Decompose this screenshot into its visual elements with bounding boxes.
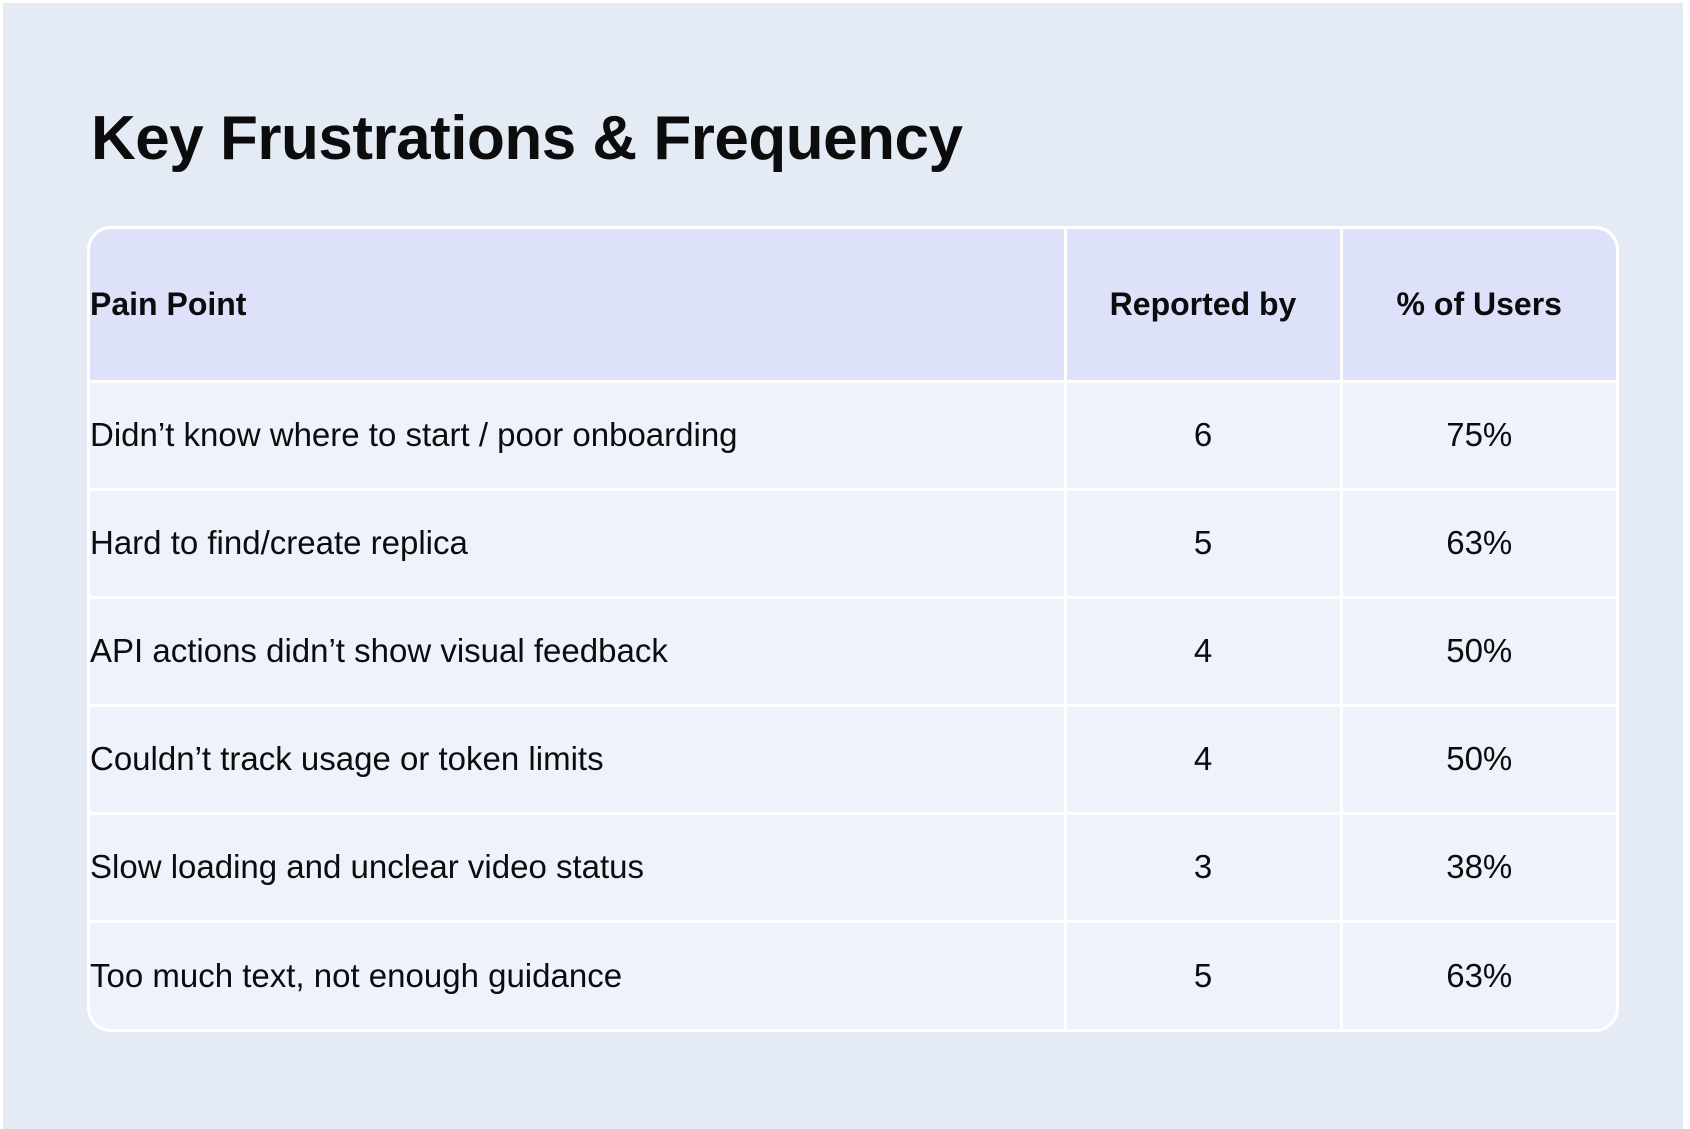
table-body bbox=[90, 381, 1616, 1029]
table-row bbox=[90, 381, 1616, 489]
header-reported-by: Reported by bbox=[1065, 229, 1341, 381]
table-grid bbox=[90, 229, 1616, 1029]
cell-reported-by: 4 bbox=[1065, 597, 1341, 705]
table-row bbox=[90, 597, 1616, 705]
cell-percent-of-users: 63% bbox=[1341, 489, 1616, 597]
cell-reported-by: 6 bbox=[1065, 381, 1341, 489]
header-pain-point: Pain Point bbox=[90, 229, 1065, 381]
cell-pain-point: API actions didn’t show visual feedback bbox=[90, 597, 1065, 705]
cell-reported-by: 5 bbox=[1065, 489, 1341, 597]
cell-reported-by: 3 bbox=[1065, 813, 1341, 921]
table-row bbox=[90, 921, 1616, 1029]
cell-percent-of-users: 63% bbox=[1341, 921, 1616, 1029]
cell-percent-of-users: 75% bbox=[1341, 381, 1616, 489]
cell-percent-of-users: 50% bbox=[1341, 597, 1616, 705]
table-row bbox=[90, 489, 1616, 597]
slide-background bbox=[3, 3, 1683, 1129]
table-header bbox=[90, 229, 1616, 381]
table-row bbox=[90, 813, 1616, 921]
cell-percent-of-users: 50% bbox=[1341, 705, 1616, 813]
table-row bbox=[90, 705, 1616, 813]
cell-pain-point: Too much text, not enough guidance bbox=[90, 921, 1065, 1029]
cell-reported-by: 4 bbox=[1065, 705, 1341, 813]
cell-pain-point: Didn’t know where to start / poor onboarding bbox=[90, 381, 1065, 489]
cell-pain-point: Hard to find/create replica bbox=[90, 489, 1065, 597]
frustrations-table bbox=[87, 226, 1619, 1032]
cell-pain-point: Slow loading and unclear video status bbox=[90, 813, 1065, 921]
cell-percent-of-users: 38% bbox=[1341, 813, 1616, 921]
cell-reported-by: 5 bbox=[1065, 921, 1341, 1029]
header-row bbox=[90, 229, 1616, 381]
cell-pain-point: Couldn’t track usage or token limits bbox=[90, 705, 1065, 813]
page-title: Key Frustrations & Frequency bbox=[91, 104, 963, 173]
header-percent-of-users: % of Users bbox=[1341, 229, 1616, 381]
